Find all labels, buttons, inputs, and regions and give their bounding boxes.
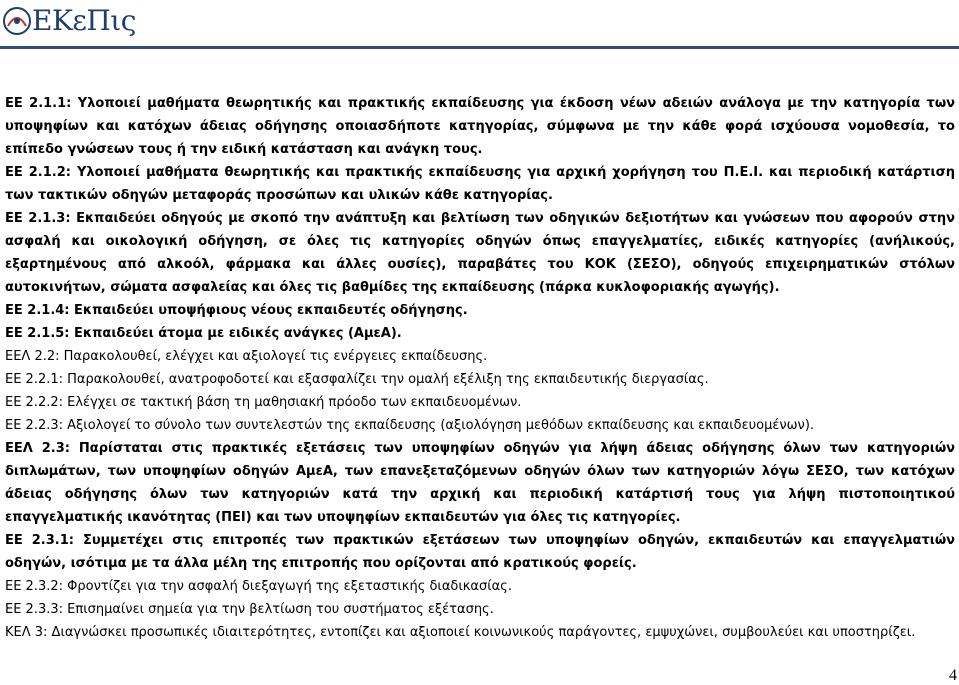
logo-icon	[2, 6, 32, 36]
logo-text: ΕΚεΠις	[32, 4, 136, 37]
header-divider	[0, 46, 959, 49]
paragraph: ΕΕ 2.1.5: Εκπαιδεύει άτομα με ειδικές ανάγκες (ΑμεΑ).	[5, 326, 402, 341]
paragraph: ΕΕ 2.3.3: Επισημαίνει σημεία για την βελτίωση του συστήματος εξέτασης.	[5, 602, 494, 617]
page-number: 4	[949, 667, 957, 684]
paragraph: ΕΕΛ 2.3: Παρίσταται στις πρακτικές εξετάσεις των υποψηφίων οδηγών για λήψη άδειας οδήγησης όλων των κατηγοριών διπλωμάτων, των υποψηφίων οδηγών ΑμεΑ, των επανεξεταζόμενων οδηγών όλων των κατηγοριών λόγω ΣΕΣΟ, των κατόχων άδειας οδήγησης όλων των κατηγοριών κατά την αρχική και περιοδική κατάρτισή τους για λήψη πιστοποιητικού επαγγελματικής ικανότητας (ΠΕΙ) και των υποψηφίων εκπαιδευτών για όλες τις κατηγορίες.	[5, 441, 955, 525]
paragraph: ΕΕΛ 2.2: Παρακολουθεί, ελέγχει και αξιολογεί τις ενέργειες εκπαίδευσης.	[5, 349, 488, 364]
paragraph: ΕΕ 2.2.3: Αξιολογεί το σύνολο των συντελεστών της εκπαίδευσης (αξιολόγηση μεθόδων εκπαίδευσης και εκπαιδευομένων).	[5, 418, 815, 433]
document-body	[5, 92, 955, 644]
paragraph: ΕΕ 2.1.4: Εκπαιδεύει υποψήφιους νέους εκπαιδευτές οδήγησης.	[5, 303, 468, 318]
logo	[2, 4, 136, 38]
paragraph: ΕΕ 2.2.2: Ελέγχει σε τακτική βάση τη μαθησιακή πρόοδο των εκπαιδευομένων.	[5, 395, 522, 410]
paragraph: ΕΕ 2.1.2: Υλοποιεί μαθήματα θεωρητικής και πρακτικής εκπαίδευσης για αρχική χορήγηση του Π.Ε.Ι. και περιοδική κατάρτιση των τακτικών οδηγών μεταφοράς προσώπων και υλικών κάθε κατηγορίας.	[5, 165, 955, 203]
paragraph: ΕΕ 2.3.1: Συμμετέχει στις επιτροπές των πρακτικών εξετάσεων των υποψηφίων οδηγών, εκπαιδευτών και επαγγελματιών οδηγών, ισότιμα με τα άλλα μέλη της επιτροπής που ορίζονται από κρατικούς φορείς.	[5, 533, 955, 571]
paragraph: ΕΕ 2.2.1: Παρακολουθεί, ανατροφοδοτεί και εξασφαλίζει την ομαλή εξέλιξη της εκπαιδευτικής διεργασίας.	[5, 372, 709, 387]
paragraph: ΕΕ 2.1.3: Εκπαιδεύει οδηγούς με σκοπό την ανάπτυξη και βελτίωση των οδηγικών δεξιοτήτων και γνώσεων που αφορούν στην ασφαλή και οικολογική οδήγηση, σε όλες τις κατηγορίες οδηγών όπως επαγγελματίες, ειδικές κατηγορίες (ανήλικούς, εξαρτημένους από αλκοόλ, φάρμακα και άλλες ουσίες), παραβάτες του ΚΟΚ (ΣΕΣΟ), οδηγούς επιχειρηματικών στόλων αυτοκινήτων, σώματα ασφαλείας και όλες τις βαθμίδες της εκπαίδευσης (πάρκα κυκλοφοριακής αγωγής).	[5, 211, 955, 295]
paragraph: ΚΕΛ 3: Διαγνώσκει προσωπικές ιδιαιτερότητες, εντοπίζει και αξιοποιεί κοινωνικούς παράγοντες, εμψυχώνει, συμβουλεύει και υποστηρίζει.	[5, 625, 916, 640]
paragraph: ΕΕ 2.1.1: Υλοποιεί μαθήματα θεωρητικής και πρακτικής εκπαίδευσης για έκδοση νέων αδειών ανάλογα με την κατηγορία των υποψηφίων και κατόχων άδειας οδήγησης οποιασδήποτε κατηγορίας, σύμφωνα με την κάθε φορά ισχύουσα νομοθεσία, το επίπεδο γνώσεων τους ή την ειδική κατάσταση και ανάγκη τους.	[5, 96, 955, 157]
paragraph: ΕΕ 2.3.2: Φροντίζει για την ασφαλή διεξαγωγή της εξεταστικής διαδικασίας.	[5, 579, 512, 594]
